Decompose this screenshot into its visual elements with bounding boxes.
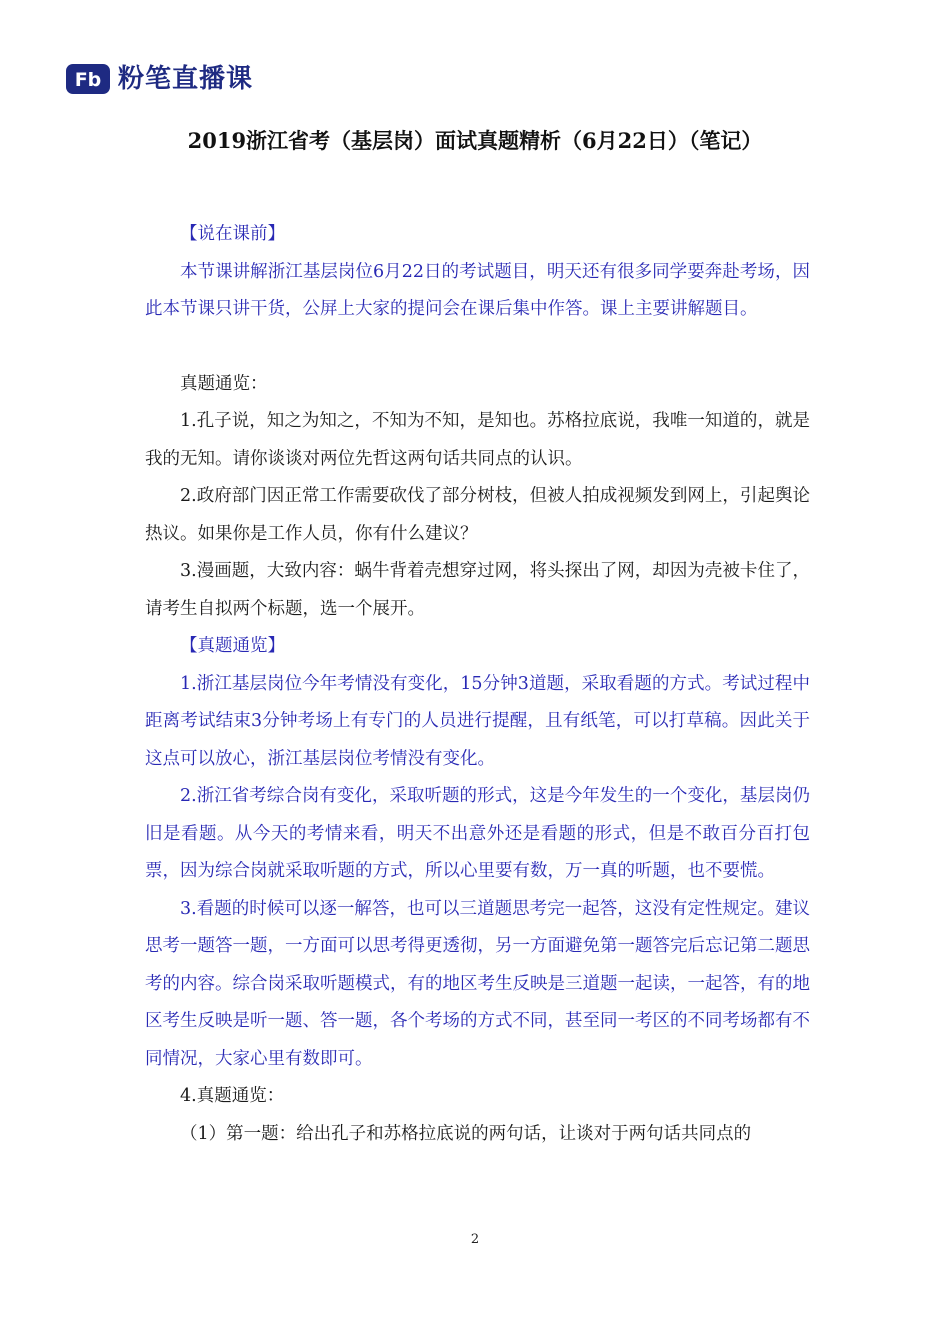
brand-logo: [66, 62, 253, 96]
logo-mark-text: Fb: [74, 69, 102, 91]
question-1: 1.孔子说，知之为知之，不知为不知，是知也。苏格拉底说，我唯一知道的，就是我的无知。请你谈谈对两位先哲这两句话共同点的认识。: [145, 411, 810, 469]
question-3: 3.漫画题，大致内容：蜗牛背着壳想穿过网，将头探出了网，却因为壳被卡住了，请考生自拟两个标题，选一个展开。: [145, 561, 810, 619]
questions-heading: 真题通览：: [180, 373, 268, 394]
page-number: 2: [470, 1232, 480, 1247]
fenbi-logo-icon: [66, 64, 110, 94]
paragraph-gap: [145, 329, 810, 366]
overview-point-4: 4.真题通览：: [180, 1086, 285, 1106]
question-2: 2.政府部门因正常工作需要砍伐了部分树枝，但被人拍成视频发到网上，引起舆论热议。如果你是工作人员，你有什么建议？: [145, 486, 810, 544]
overview-heading: 【真题通览】: [180, 636, 285, 656]
overview-point-4-1: （1）第一题：给出孔子和苏格拉底说的两句话，让谈对于两句话共同点的: [180, 1123, 752, 1144]
overview-point-1: 1.浙江基层岗位今年考情没有变化，15分钟3道题，采取看题的方式。考试过程中距离考试结束3分钟考场上有专门的人员进行提醒，且有纸笔，可以打草稿。因此关于这点可以放心，浙江基层岗位考情没有变化。: [145, 673, 810, 769]
intro-heading: 【说在课前】: [180, 224, 285, 244]
logo-text: 粉笔直播课: [118, 64, 254, 94]
document-body: [145, 216, 810, 1153]
document-title: 2019浙江省考（基层岗）面试真题精析（6月22日）（笔记）: [187, 128, 763, 153]
overview-point-2: 2.浙江省考综合岗有变化，采取听题的形式，这是今年发生的一个变化，基层岗仍旧是看题。从今天的考情来看，明天不出意外还是看题的形式，但是不敢百分百打包票，因为综合岗就采取听题的方式，所以心里要有数，万一真的听题，也不要慌。: [145, 786, 810, 881]
intro-body: 本节课讲解浙江基层岗位6月22日的考试题目，明天还有很多同学要奔赴考场，因此本节课只讲干货，公屏上大家的提问会在课后集中作答。课上主要讲解题目。: [145, 261, 810, 319]
overview-point-3: 3.看题的时候可以逐一解答，也可以三道题思考完一起答，这没有定性规定。建议思考一题答一题，一方面可以思考得更透彻，另一方面避免第一题答完后忘记第二题思考的内容。综合岗采取听题模式，有的地区考生反映是三道题一起读，一起答，有的地区考生反映是听一题、答一题，各个考场的方式不同，甚至同一考区的不同考场都有不同情况，大家心里有数即可。: [145, 898, 810, 1069]
